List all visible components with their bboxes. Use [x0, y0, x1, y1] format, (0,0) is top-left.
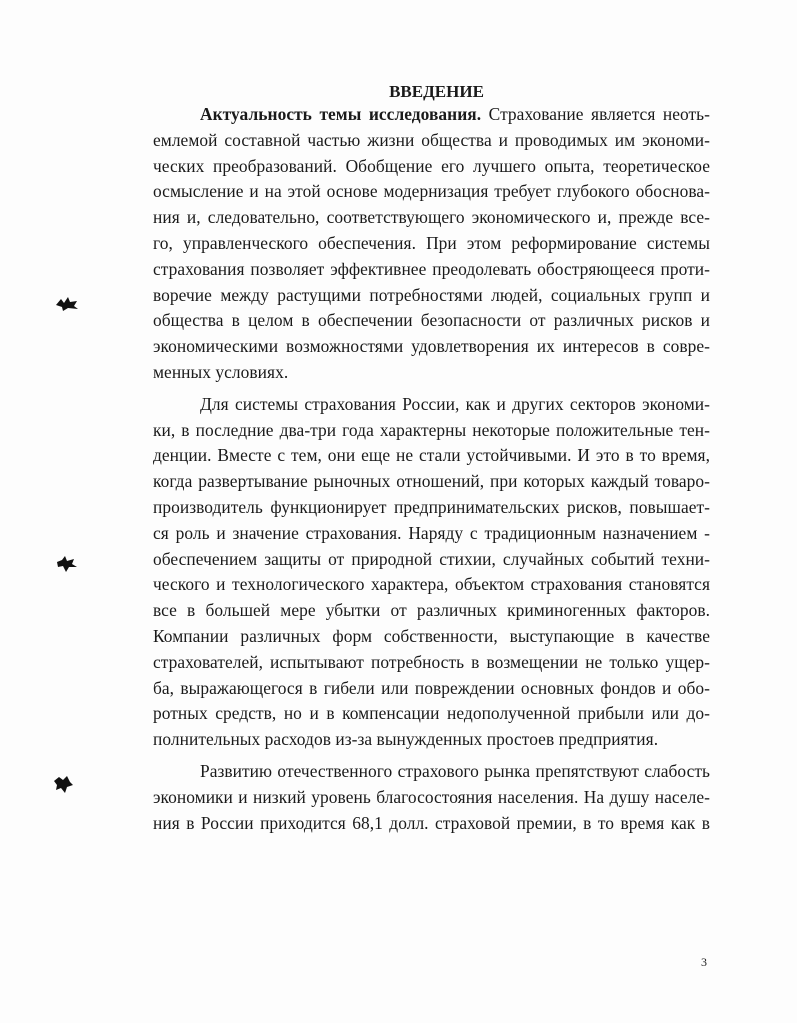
paragraph-2 — [153, 392, 710, 753]
paragraph-1-line-10: экономическими возможностями удовлетворения их интересов в совре- — [153, 336, 710, 357]
paragraph-2-line-4: когда развертывание рыночных отношений, при которых каждый товаро- — [153, 471, 710, 492]
paragraph-2-line-6: ся роль и значение страхования. Наряду с традиционным назначением - — [153, 522, 710, 543]
paragraph-1-line-2: емлемой составной частью жизни общества и проводимых им экономи- — [153, 129, 710, 150]
document-body — [153, 82, 710, 836]
binding-hole-mark-3 — [50, 773, 76, 795]
paragraph-2-line-7: обеспечением защиты от природной стихии, случайных событий техни- — [153, 548, 710, 569]
paragraph-3-line-2: экономики и низкий уровень благосостояния населения. На душу населе- — [153, 786, 710, 807]
paragraph-1-line-11: менных условиях. — [153, 361, 289, 382]
paragraph-1 — [153, 102, 710, 386]
paragraph-2-line-3: денции. Вместе с тем, они еще не стали устойчивыми. И это в то время, — [153, 445, 710, 466]
paragraph-2-line-2: ки, в последние два-три года характерны некоторые положительные тен- — [153, 419, 710, 440]
document-heading: ВВЕДЕНИЕ — [389, 82, 484, 101]
paragraph-3-line-1: Развитию отечественного страхового рынка препятствуют слабость — [200, 760, 710, 781]
paragraph-2-line-1: Для системы страхования России, как и других секторов экономи- — [200, 393, 710, 414]
paragraph-1-line-6: го, управленческого обеспечения. При этом реформирование системы — [153, 232, 710, 253]
paragraph-2-line-13: ротных средств, но и в компенсации недополученной прибыли или до- — [153, 703, 710, 724]
paragraph-2-line-12: ба, выражающегося в гибели или повреждении основных фондов и обо- — [153, 677, 710, 698]
paragraph-1-line-8: воречие между растущими потребностями людей, социальных групп и — [153, 284, 710, 305]
paragraph-1-line-4: осмысление и на этой основе модернизация требует глубокого обоснова- — [153, 181, 710, 202]
paragraph-1-line-7: страхования позволяет эффективнее преодолевать обостряющееся проти- — [153, 258, 710, 279]
paragraph-2-line-14: полнительных расходов из-за вынужденных простоев предприятия. — [153, 729, 659, 750]
paragraph-2-line-8: ческого и технологического характера, объектом страхования становятся — [153, 574, 710, 595]
paragraph-2-line-11: страхователей, испытывают потребность в возмещении не только ущер- — [153, 651, 710, 672]
paragraph-1-line-9: общества в целом в обеспечении безопасности от различных рисков и — [153, 310, 710, 331]
paragraph-2-line-10: Компании различных форм собственности, выступающие в качестве — [153, 625, 710, 646]
binding-hole-mark-1 — [54, 293, 80, 315]
paragraph-1-line-3: ческих преобразований. Обобщение его лучшего опыта, теоретическое — [153, 155, 710, 176]
paragraph-3-line-3: ния в России приходится 68,1 долл. страховой премии, в то время как в — [153, 812, 710, 833]
binding-hole-mark-2 — [54, 553, 80, 575]
paragraph-1-line-1: Актуальность темы исследования. Страхование является неоть- — [200, 104, 710, 124]
paragraph-3 — [153, 759, 710, 836]
page-number: 3 — [701, 955, 707, 969]
paragraph-2-line-9: все в большей мере убытки от различных криминогенных факторов. — [153, 600, 710, 621]
paragraph-1-line-5: ния и, следовательно, соответствующего экономического и, прежде все- — [153, 207, 710, 228]
paragraph-2-line-5: производитель функционирует предпринимательских рисков, повышает- — [153, 496, 710, 517]
topic-relevance-lead: Актуальность темы исследования. — [200, 104, 482, 124]
